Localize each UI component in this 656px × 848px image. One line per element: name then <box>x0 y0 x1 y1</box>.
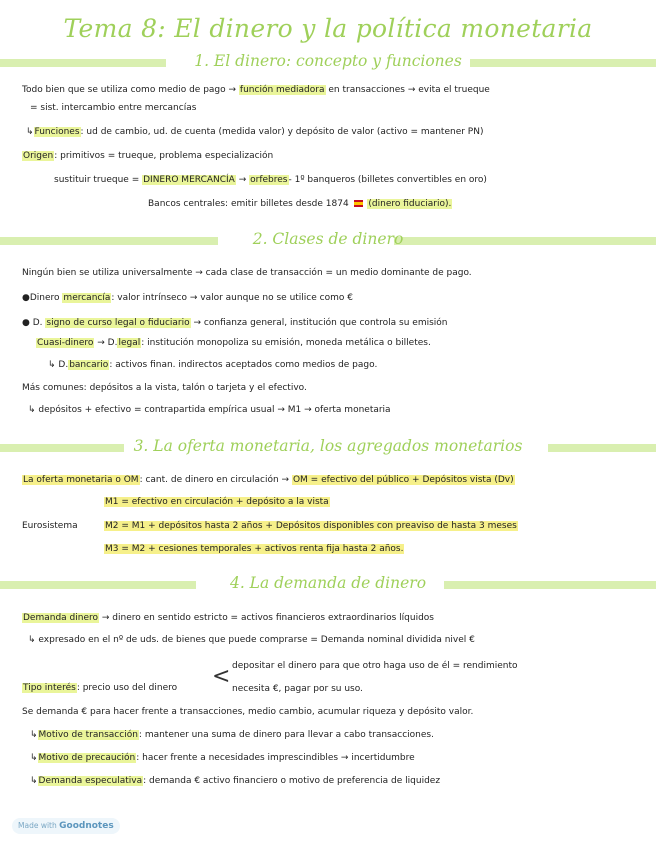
s1-line-1: Todo bien que se utiliza como medio de pago → función mediadora en transacciones → evita el trueque <box>22 85 490 95</box>
made-with-badge[interactable]: Made with Goodnotes <box>12 818 120 834</box>
s1-line-6: Bancos centrales: emitir billetes desde 1874 (dinero fiduciario). <box>148 199 452 209</box>
section-4-header <box>0 575 656 595</box>
page-title: Tema 8: El dinero y la política monetaria <box>63 14 593 43</box>
s2-line-4: Cuasi-dinero → D.legal: institución monopoliza su emisión, moneda metálica o billetes. <box>37 338 431 348</box>
s4-line-4c: necesita €, pagar por su uso. <box>232 684 363 694</box>
s4-line-2: ↳ expresado en el nº de uds. de bienes que puede comprarse = Demanda nominal dividida nivel € <box>28 635 475 645</box>
s2-line-3: ● D. signo de curso legal o fiduciario → confianza general, institución que controla su emisión <box>22 318 448 328</box>
s3-line-2: M1 = efectivo en circulación + depósito a la vista <box>105 497 329 507</box>
s3-line-3b: M2 = M1 + depósitos hasta 2 años + Depósitos disponibles con preaviso de hasta 3 meses <box>105 521 517 531</box>
s1-line-5: sustituir trueque = DINERO MERCANCÍA → orfebres- 1º banqueros (billetes convertibles en oro) <box>54 175 487 185</box>
s4-line-1: Demanda dinero → dinero en sentido estricto = activos financieros extraordinarios líquidos <box>23 613 434 623</box>
s2-line-6: Más comunes: depósitos a la vista, talón o tarjeta y el efectivo. <box>22 383 307 393</box>
s4-line-7: ↳Motivo de precaución: hacer frente a necesidades imprescindibles → incertidumbre <box>30 753 415 763</box>
s1-line-4: Origen: primitivos = trueque, problema especialización <box>23 151 274 161</box>
section-1-header <box>0 53 656 73</box>
s1-line-3: ↳Funciones: ud de cambio, ud. de cuenta (medida valor) y depósito de valor (activo = mantener PN) <box>26 127 484 137</box>
s4-line-4: Tipo interés: precio uso del dinero <box>23 683 178 693</box>
s4-line-6: ↳Motivo de transacción: mantener una suma de dinero para llevar a cabo transacciones. <box>30 730 434 740</box>
s3-line-3: Eurosistema <box>22 521 78 531</box>
s3-line-4: M3 = M2 + cesiones temporales + activos renta fija hasta 2 años. <box>105 544 404 554</box>
s2-line-7: ↳ depósitos + efectivo = contrapartida empírica usual → M1 → oferta monetaria <box>28 405 391 415</box>
s3-line-1: La oferta monetaria o OM: cant. de dinero en circulación → OM = efectivo del público + Depósitos vista (Dv) <box>23 475 514 485</box>
section-2-header <box>0 231 656 251</box>
s2-line-2: ●Dinero mercancía: valor intrínseco → valor aunque no se utilice como € <box>22 293 353 303</box>
section-3-header <box>0 438 656 458</box>
bracket-icon: < <box>212 664 231 689</box>
s4-line-3: depositar el dinero para que otro haga uso de él = rendimiento <box>232 661 518 671</box>
section-4-title: 4. La demanda de dinero <box>229 574 427 592</box>
s4-line-8: ↳Demanda especulativa: demanda € activo financiero o motivo de preferencia de liquidez <box>30 776 441 786</box>
spain-flag-icon <box>354 200 363 207</box>
s2-line-1: Ningún bien se utiliza universalmente → cada clase de transacción = un medio dominante de pago. <box>22 268 472 278</box>
section-2-title: 2. Clases de dinero <box>252 230 404 248</box>
section-3-title: 3. La oferta monetaria, los agregados monetarios <box>133 437 523 455</box>
section-1-title: 1. El dinero: concepto y funciones <box>194 52 462 70</box>
s4-line-5: Se demanda € para hacer frente a transacciones, medio cambio, acumular riqueza y depósito valor. <box>22 707 474 717</box>
s2-line-5: ↳ D.bancario: activos finan. indirectos aceptados como medios de pago. <box>48 360 378 370</box>
s1-line-2: = sist. intercambio entre mercancías <box>30 103 197 113</box>
